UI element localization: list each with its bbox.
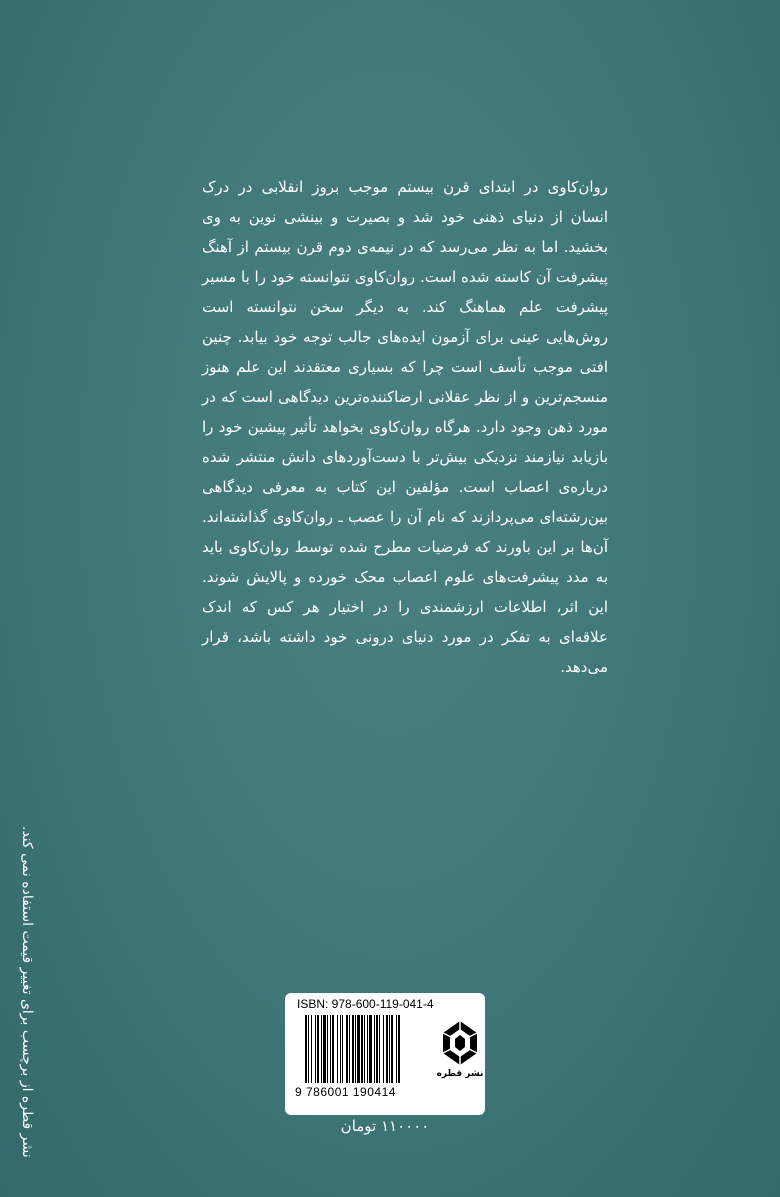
isbn-label	[285, 993, 485, 1115]
price: ۱۱۰۰۰۰ تومان	[340, 1117, 430, 1135]
isbn-number: ISBN: 978-600-119-041-4	[297, 997, 434, 1011]
barcode-digits: 9 786001 190414	[295, 1085, 396, 1099]
publisher-logo-icon	[440, 1019, 480, 1067]
barcode-icon	[305, 1015, 433, 1083]
publisher-name: نشر قطره	[436, 1069, 484, 1079]
blurb-text: روان‌کاوی در ابتدای قرن بیستم موجب بروز انقلابی در درک انسان از دنیای ذهنی خود شد و بصیرت و بینشی نوین به وی بخشید. اما به نظر می‌رسد که در نیمه‌ی دوم قرن بیستم از آهنگ پیشرفت آن کاسته شده است. روان‌کاوی نتوانسته خود را با مسیر پیشرفت علم هماهنگ کند. به دیگر سخن نتوانسته است روش‌هایی عینی برای آزمون ایده‌های جالب توجه خود بیابد. چنین افتی موجب تأسف است چرا که بسیاری معتقدند این علم هنوز منسجم‌ترین و از نظر عقلانی ارضاکننده‌ترین دیدگاهی است که در مورد ذهن وجود دارد. هرگاه روان‌کاوی بخواهد تأثیر پیشین خود را بازیابد نیازمند نزدیکی بیش‌تر با دست‌آوردهای دانش منتشر شده درباره‌ی اعصاب است. مؤلفین این کتاب به معرفی دیدگاهی بین‌رشته‌ای می‌پردازند که نام آن را عصب ـ روان‌کاوی گذاشته‌اند. آن‌ها بر این باورند که فرضیات مطرح شده توسط روان‌کاوی باید به مدد پیشرفت‌های علوم اعصاب محک خورده و پالایش شوند. این اثر، اطلاعات ارزشمندی را در اختیار هر کس که اندک علاقه‌ای به تفکر در مورد دنیای درونی خود داشته باشد، قرار می‌دهد.	[202, 178, 608, 676]
price-label-notice: نشر قطره از برچسب برای تغییر قیمت استفاده نمی کند.	[19, 826, 35, 1158]
